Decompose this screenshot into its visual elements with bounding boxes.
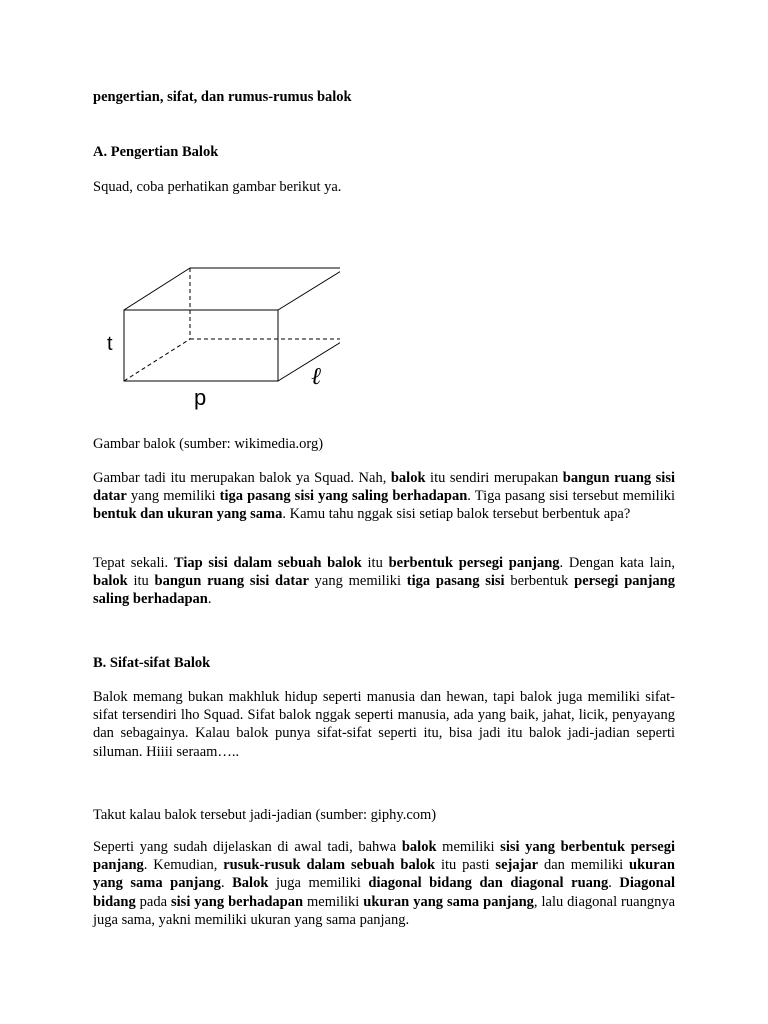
label-p: p [194,385,207,410]
label-l: ℓ [311,364,321,390]
paragraph-pengertian-1: Gambar tadi itu merupakan balok ya Squad. Nah, balok itu sendiri merupakan bangun ruang sisi datar yang memiliki tiga pasang sisi yang saling berhadapan. Tiga pasang sisi tersebut memiliki bentuk dan ukuran yang sama. Kamu tahu nggak sisi setiap balok tersebut berbentuk apa? [93,470,675,523]
gif-caption: Takut kalau balok tersebut jadi-jadian (sumber: giphy.com) [93,807,437,823]
figure-caption: Gambar balok (sumber: wikimedia.org) [93,436,324,452]
label-t: t [107,333,113,355]
paragraph-sifat-1: Balok memang bukan makhluk hidup seperti manusia dan hewan, tapi balok juga memiliki sifat-sifat tersendiri lho Squad. Sifat balok nggak seperti manusia, ada yang baik, jahat, licik, penyayang dan sebagainya. Kalau balok punya sifat-sifat seperti itu, bisa jadi itu balok jadi-jadian seperti siluman. Hiiii seraam….. [93,689,675,760]
paragraph-sifat-2: Seperti yang sudah dijelaskan di awal tadi, bahwa balok memiliki sisi yang berbentuk persegi panjang. Kemudian, rusuk-rusuk dalam sebuah balok itu pasti sejajar dan memiliki ukuran yang sama panjang. Balok juga memiliki diagonal bidang dan diagonal ruang. Diagonal bidang pada sisi yang berhadapan memiliki ukuran yang sama panjang, lalu diagonal ruangnya juga sama, yakni memiliki ukuran yang sama panjang. [93,839,676,928]
heading-sifat: B. Sifat-sifat Balok [93,655,211,671]
front-face [124,310,278,381]
intro-text: Squad, coba perhatikan gambar berikut ya. [93,179,342,195]
heading-pengertian: A. Pengertian Balok [93,144,219,160]
balok-figure [100,262,340,412]
paragraph-pengertian-2: Tepat sekali. Tiap sisi dalam sebuah balok itu berbentuk persegi panjang. Dengan kata lain, balok itu bangun ruang sisi datar yang memiliki tiga pasang sisi berbentuk persegi panjang saling berhadapan. [93,555,675,608]
document-title: pengertian, sifat, dan rumus-rumus balok [93,89,352,105]
